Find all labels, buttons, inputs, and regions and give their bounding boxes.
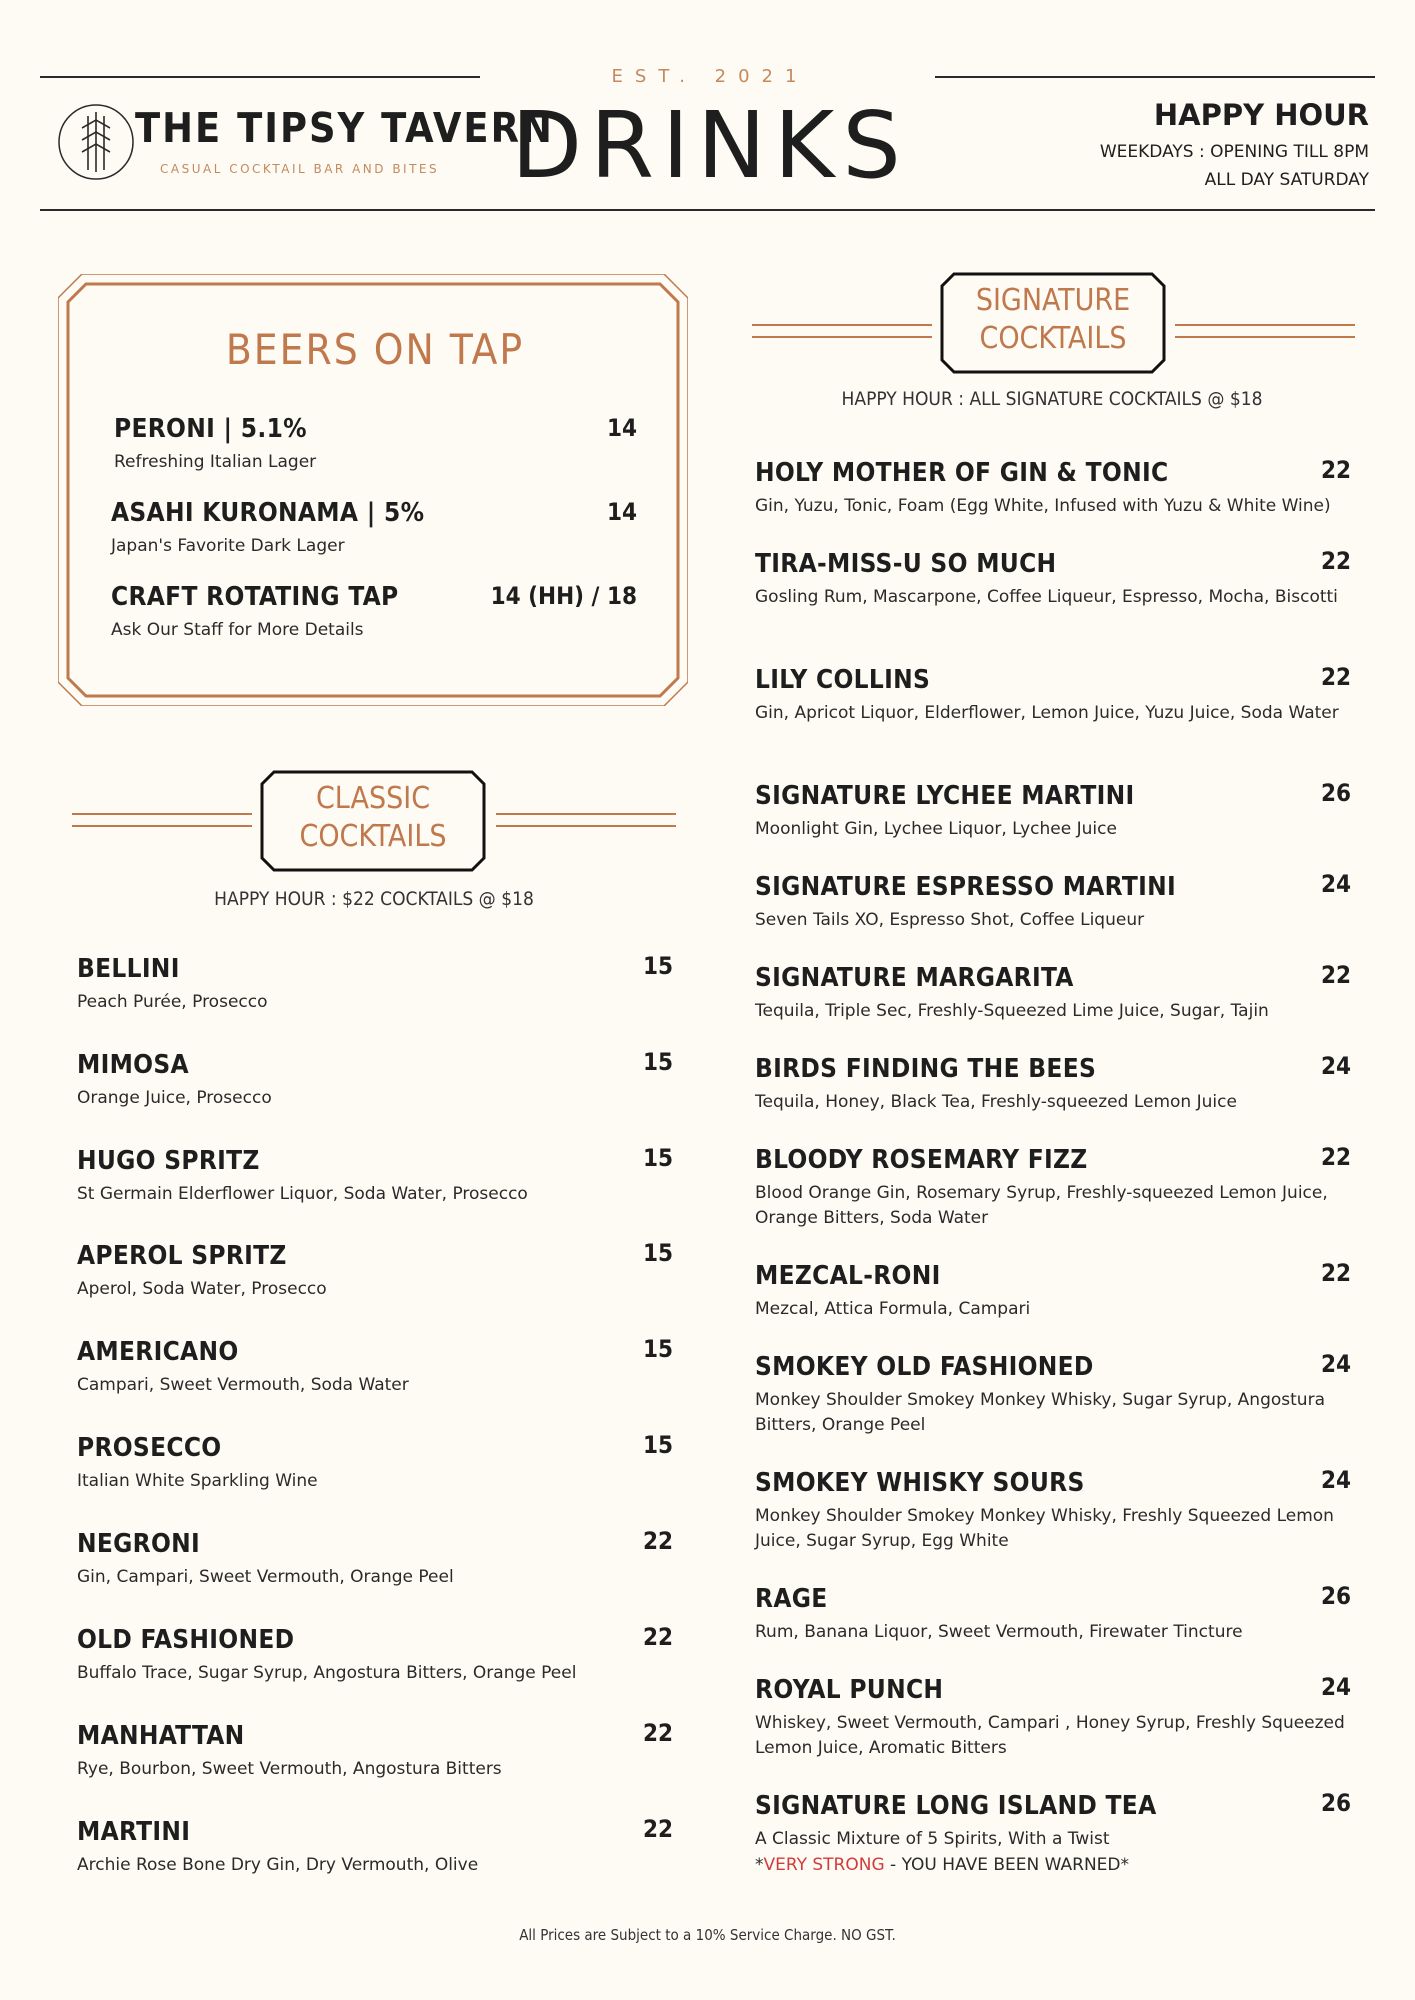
- menu-item-name: HUGO SPRITZ: [77, 1146, 260, 1176]
- menu-item-price: 22: [1320, 547, 1351, 575]
- tavern-logo-icon: [56, 102, 136, 182]
- happy-hour-weekdays: WEEKDAYS : OPENING TILL 8PM: [1099, 142, 1369, 162]
- service-charge-note: All Prices are Subject to a 10% Service Charge. NO GST.: [519, 1926, 896, 1944]
- menu-item-desc: St Germain Elderflower Liquor, Soda Water, Prosecco: [77, 1184, 528, 1204]
- menu-item-desc: Peach Purée, Prosecco: [77, 992, 268, 1012]
- signature-divider-right: [1175, 324, 1355, 326]
- menu-item-price: 24: [1320, 870, 1351, 898]
- classic-divider-right: [496, 825, 676, 827]
- menu-item-price: 24: [1320, 1673, 1351, 1701]
- menu-item-desc: Tequila, Honey, Black Tea, Freshly-squeezed Lemon Juice: [755, 1092, 1237, 1112]
- beer-price: 14 (HH) / 18: [490, 582, 637, 610]
- beer-name: ASAHI KURONAMA | 5%: [111, 498, 425, 528]
- menu-item-name: APEROL SPRITZ: [77, 1241, 287, 1271]
- menu-item-price: 15: [642, 952, 673, 980]
- warning-rest: - YOU HAVE BEEN WARNED*: [884, 1855, 1130, 1875]
- menu-item-desc: Whiskey, Sweet Vermouth, Campari , Honey Syrup, Freshly Squeezed Lemon Juice, Aromatic Bitters: [755, 1713, 1345, 1758]
- menu-item-price: 22: [642, 1623, 673, 1651]
- menu-item-price: 15: [642, 1239, 673, 1267]
- signature-happy-hour-note: HAPPY HOUR : ALL SIGNATURE COCKTAILS @ $18: [841, 388, 1263, 410]
- menu-item-name: HOLY MOTHER OF GIN & TONIC: [755, 458, 1169, 488]
- beer-desc: Ask Our Staff for More Details: [111, 620, 364, 640]
- header-top-rule-right: [935, 76, 1375, 78]
- warning-prefix: *: [755, 1855, 764, 1875]
- header-top-rule-left: [40, 76, 480, 78]
- menu-item-name: SIGNATURE LONG ISLAND TEA: [755, 1791, 1157, 1821]
- menu-item-desc: Seven Tails XO, Espresso Shot, Coffee Liqueur: [755, 910, 1145, 930]
- signature-divider-right: [1175, 336, 1355, 338]
- menu-item-name: TIRA-MISS-U SO MUCH: [755, 549, 1057, 579]
- menu-item-name: BLOODY ROSEMARY FIZZ: [755, 1145, 1088, 1175]
- beer-name: CRAFT ROTATING TAP: [111, 582, 399, 612]
- strength-warning: [755, 1853, 1129, 1878]
- beer-name: PERONI | 5.1%: [114, 414, 307, 444]
- brand-name: THE TIPSY TAVERN: [135, 104, 554, 152]
- signature-title-line1: SIGNATURE: [975, 283, 1131, 318]
- menu-item-name: SIGNATURE ESPRESSO MARTINI: [755, 872, 1176, 902]
- menu-item-desc: Gin, Yuzu, Tonic, Foam (Egg White, Infused with Yuzu & White Wine): [755, 496, 1331, 516]
- menu-item-price: 22: [1320, 1143, 1351, 1171]
- happy-hour-saturday: ALL DAY SATURDAY: [1204, 170, 1369, 190]
- menu-item-price: 15: [642, 1048, 673, 1076]
- menu-item-name: SIGNATURE LYCHEE MARTINI: [755, 781, 1135, 811]
- warning-red-text: VERY STRONG: [763, 1855, 885, 1875]
- menu-item-price: 22: [1320, 1259, 1351, 1287]
- menu-item-price: 26: [1320, 1789, 1351, 1817]
- menu-item-desc: Tequila, Triple Sec, Freshly-Squeezed Lime Juice, Sugar, Tajin: [755, 1001, 1269, 1021]
- page-title: DRINKS: [511, 92, 909, 199]
- menu-item-desc: Gin, Campari, Sweet Vermouth, Orange Peel: [77, 1567, 454, 1587]
- menu-item-price: 22: [642, 1527, 673, 1555]
- menu-item-desc: Aperol, Soda Water, Prosecco: [77, 1279, 327, 1299]
- menu-item-desc: Gosling Rum, Mascarpone, Coffee Liqueur, Espresso, Mocha, Biscotti: [755, 587, 1338, 607]
- menu-item-name: MANHATTAN: [77, 1721, 245, 1751]
- beer-desc: Japan's Favorite Dark Lager: [111, 536, 345, 556]
- menu-item-desc: Rye, Bourbon, Sweet Vermouth, Angostura Bitters: [77, 1759, 502, 1779]
- beer-price: 14: [606, 498, 637, 526]
- menu-item-desc: Archie Rose Bone Dry Gin, Dry Vermouth, Olive: [77, 1855, 479, 1875]
- classic-divider-left: [72, 825, 252, 827]
- menu-item-name: BIRDS FINDING THE BEES: [755, 1054, 1097, 1084]
- menu-item-name: BELLINI: [77, 954, 180, 984]
- beers-title: BEERS ON TAP: [225, 325, 525, 374]
- menu-item-price: 26: [1320, 779, 1351, 807]
- signature-divider-left: [752, 324, 932, 326]
- menu-item-price: 22: [1320, 663, 1351, 691]
- menu-item-name: SMOKEY WHISKY SOURS: [755, 1468, 1085, 1498]
- menu-item-name: MEZCAL-RONI: [755, 1261, 941, 1291]
- brand-tagline: CASUAL COCKTAIL BAR AND BITES: [160, 162, 440, 176]
- menu-item-desc: Orange Juice, Prosecco: [77, 1088, 272, 1108]
- header-bottom-rule: [40, 209, 1375, 211]
- menu-item-name: RAGE: [755, 1584, 828, 1614]
- menu-item-name: PROSECCO: [77, 1433, 222, 1463]
- classic-title-line1: CLASSIC: [315, 781, 431, 816]
- signature-title-line2: COCKTAILS: [979, 321, 1127, 356]
- beer-price: 14: [606, 414, 637, 442]
- menu-item-desc: Campari, Sweet Vermouth, Soda Water: [77, 1375, 409, 1395]
- classic-happy-hour-note: HAPPY HOUR : $22 COCKTAILS @ $18: [214, 888, 534, 910]
- menu-item-price: 26: [1320, 1582, 1351, 1610]
- classic-title-line2: COCKTAILS: [299, 819, 447, 854]
- menu-item-price: 15: [642, 1431, 673, 1459]
- established-year: EST. 2021: [611, 66, 809, 87]
- menu-item-price: 22: [642, 1719, 673, 1747]
- menu-item-price: 24: [1320, 1466, 1351, 1494]
- menu-item-name: SMOKEY OLD FASHIONED: [755, 1352, 1094, 1382]
- menu-item-desc: Mezcal, Attica Formula, Campari: [755, 1299, 1031, 1319]
- menu-item-desc: Monkey Shoulder Smokey Monkey Whisky, Freshly Squeezed Lemon Juice, Sugar Syrup, Egg White: [755, 1506, 1334, 1551]
- menu-item-name: ROYAL PUNCH: [755, 1675, 944, 1705]
- menu-item-name: NEGRONI: [77, 1529, 201, 1559]
- menu-item-desc: Moonlight Gin, Lychee Liquor, Lychee Juice: [755, 819, 1117, 839]
- menu-item-price: 22: [1320, 961, 1351, 989]
- menu-item-price: 15: [642, 1335, 673, 1363]
- menu-item-name: LILY COLLINS: [755, 665, 931, 695]
- menu-item-desc: Gin, Apricot Liquor, Elderflower, Lemon Juice, Yuzu Juice, Soda Water: [755, 703, 1339, 723]
- menu-item-desc: Blood Orange Gin, Rosemary Syrup, Freshly-squeezed Lemon Juice, Orange Bitters, Soda Water: [755, 1183, 1328, 1228]
- beer-desc: Refreshing Italian Lager: [114, 452, 317, 472]
- signature-divider-left: [752, 336, 932, 338]
- menu-item-name: SIGNATURE MARGARITA: [755, 963, 1074, 993]
- menu-item-name: MIMOSA: [77, 1050, 189, 1080]
- menu-item-desc: Monkey Shoulder Smokey Monkey Whisky, Sugar Syrup, Angostura Bitters, Orange Peel: [755, 1390, 1325, 1435]
- menu-item-price: 22: [1320, 456, 1351, 484]
- happy-hour-title: HAPPY HOUR: [1153, 98, 1369, 132]
- classic-divider-right: [496, 813, 676, 815]
- menu-item-price: 22: [642, 1815, 673, 1843]
- menu-item-desc: Buffalo Trace, Sugar Syrup, Angostura Bitters, Orange Peel: [77, 1663, 577, 1683]
- signature-section-title: [940, 282, 1166, 358]
- menu-item-price: 24: [1320, 1052, 1351, 1080]
- menu-item-price: 15: [642, 1144, 673, 1172]
- menu-item-name: AMERICANO: [77, 1337, 239, 1367]
- menu-item-desc: Rum, Banana Liquor, Sweet Vermouth, Firewater Tincture: [755, 1622, 1243, 1642]
- classic-divider-left: [72, 813, 252, 815]
- classic-section-title: [260, 780, 486, 856]
- menu-item-desc: A Classic Mixture of 5 Spirits, With a Twist: [755, 1829, 1110, 1849]
- menu-item-name: MARTINI: [77, 1817, 191, 1847]
- menu-item-price: 24: [1320, 1350, 1351, 1378]
- menu-item-desc: Italian White Sparkling Wine: [77, 1471, 318, 1491]
- menu-item-name: OLD FASHIONED: [77, 1625, 295, 1655]
